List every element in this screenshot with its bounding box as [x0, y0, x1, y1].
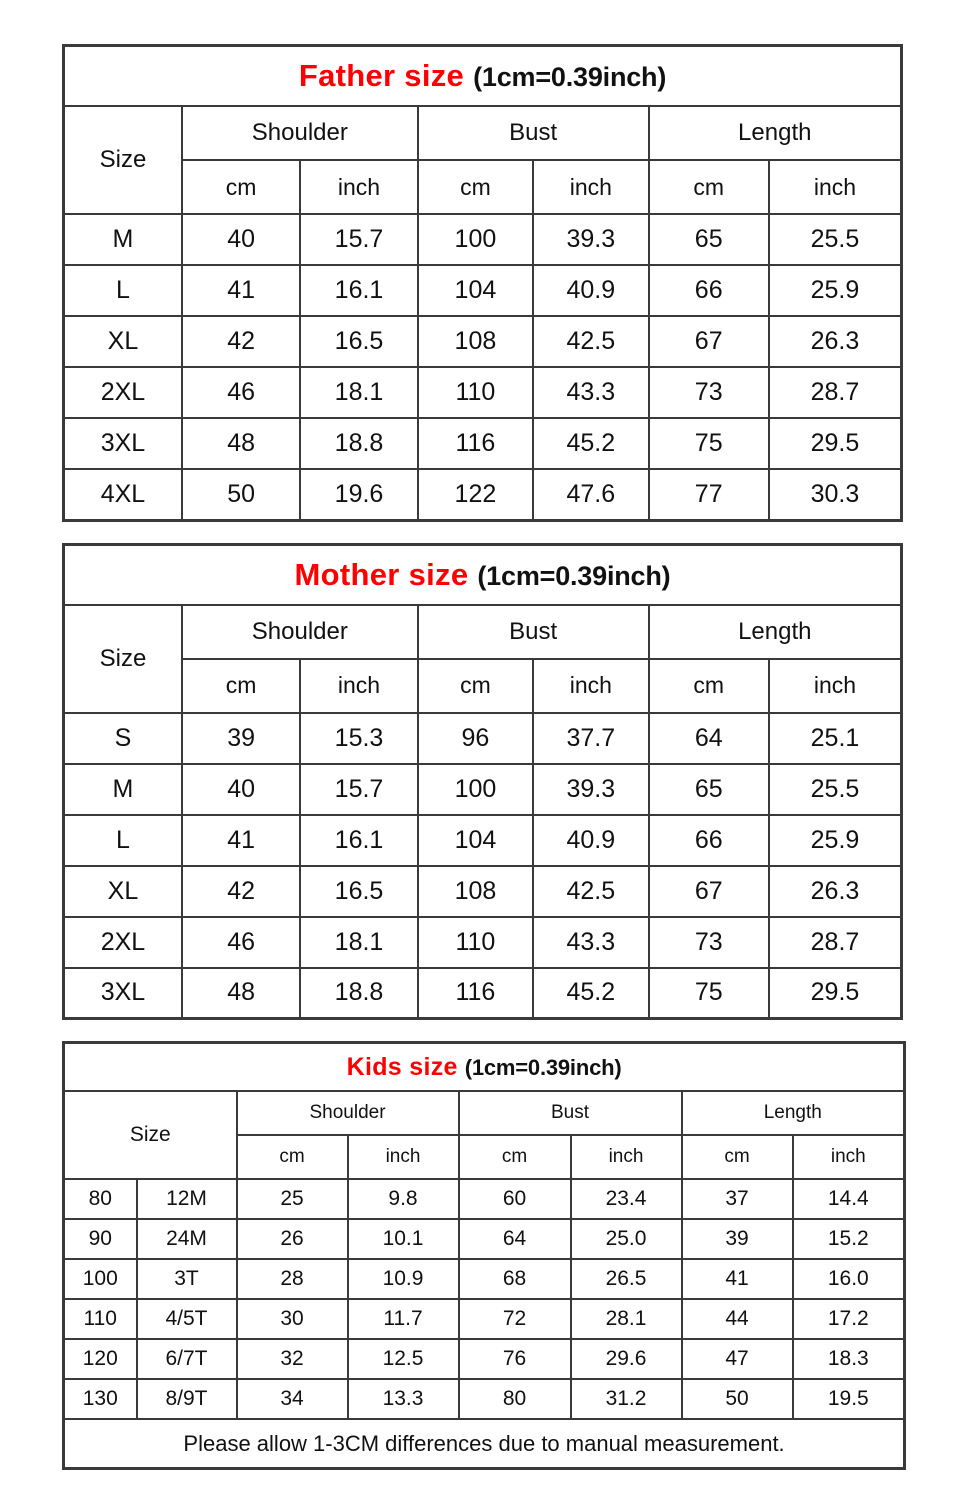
mother-unit-length-inch: inch: [769, 659, 902, 713]
cell-bust-cm: 104: [418, 815, 533, 866]
cell-bust-inch: 45.2: [533, 968, 648, 1019]
father-unit-shoulder-cm: cm: [182, 160, 300, 214]
cell-length-cm: 75: [649, 968, 769, 1019]
cell-shoulder-inch: 11.7: [348, 1299, 459, 1339]
table-row: [64, 214, 902, 265]
cell-shoulder-cm: 46: [182, 917, 300, 968]
kids-size-column-header: Size: [64, 1091, 237, 1179]
cell-shoulder-cm: 39: [182, 713, 300, 764]
cell-bust-inch: 40.9: [533, 815, 648, 866]
row-size-label: M: [64, 764, 182, 815]
cell-bust-inch: 39.3: [533, 764, 648, 815]
row-size-label: 2XL: [64, 917, 182, 968]
cell-shoulder-cm: 26: [237, 1219, 348, 1259]
cell-length-cm: 47: [682, 1339, 793, 1379]
cell-length-inch: 19.5: [793, 1379, 905, 1419]
cell-length-inch: 25.1: [769, 713, 902, 764]
cell-length-cm: 65: [649, 214, 769, 265]
table-row: [64, 1339, 905, 1379]
cell-length-inch: 26.3: [769, 316, 902, 367]
mother-unit-shoulder-inch: inch: [300, 659, 417, 713]
cell-shoulder-cm: 48: [182, 418, 300, 469]
father-title-main: Father size: [298, 58, 465, 93]
cell-shoulder-cm: 30: [237, 1299, 348, 1339]
father-group-shoulder: Shoulder: [182, 106, 418, 160]
cell-shoulder-cm: 48: [182, 968, 300, 1019]
cell-bust-inch: 23.4: [571, 1179, 682, 1219]
table-row: [64, 1299, 905, 1339]
mother-size-table: [62, 543, 903, 1021]
cell-length-cm: 67: [649, 866, 769, 917]
measurement-disclaimer: Please allow 1-3CM differences due to manual measurement.: [64, 1419, 905, 1469]
cell-bust-cm: 116: [418, 968, 533, 1019]
cell-length-cm: 67: [649, 316, 769, 367]
row-size-label: L: [64, 815, 182, 866]
cell-length-cm: 64: [649, 713, 769, 764]
kids-unit-length-cm: cm: [682, 1135, 793, 1179]
table-row: [64, 866, 902, 917]
cell-length-cm: 39: [682, 1219, 793, 1259]
cell-shoulder-inch: 18.1: [300, 917, 417, 968]
table-row: [64, 367, 902, 418]
father-unit-bust-cm: cm: [418, 160, 533, 214]
cell-length-inch: 25.5: [769, 764, 902, 815]
mother-group-shoulder: Shoulder: [182, 605, 418, 659]
cell-shoulder-inch: 13.3: [348, 1379, 459, 1419]
table-row: [64, 1179, 905, 1219]
table-row: [64, 764, 902, 815]
cell-shoulder-inch: 18.8: [300, 968, 417, 1019]
cell-shoulder-inch: 16.5: [300, 866, 417, 917]
cell-shoulder-inch: 16.5: [300, 316, 417, 367]
mother-table-title: [64, 544, 902, 605]
table-row: [64, 1379, 905, 1419]
table-spacer: [62, 522, 903, 543]
cell-shoulder-cm: 50: [182, 469, 300, 520]
cell-bust-inch: 26.5: [571, 1259, 682, 1299]
cell-length-inch: 26.3: [769, 866, 902, 917]
cell-bust-cm: 80: [459, 1379, 571, 1419]
cell-shoulder-cm: 25: [237, 1179, 348, 1219]
cell-length-cm: 75: [649, 418, 769, 469]
row-size-label: 4XL: [64, 469, 182, 520]
cell-length-inch: 15.2: [793, 1219, 905, 1259]
cell-bust-inch: 47.6: [533, 469, 648, 520]
cell-length-cm: 44: [682, 1299, 793, 1339]
cell-length-inch: 18.3: [793, 1339, 905, 1379]
mother-group-bust: Bust: [418, 605, 649, 659]
cell-length-cm: 50: [682, 1379, 793, 1419]
table-row: [64, 815, 902, 866]
row-size-label: XL: [64, 316, 182, 367]
kids-size-table: [62, 1041, 906, 1470]
cell-shoulder-inch: 15.7: [300, 214, 417, 265]
table-row: [64, 968, 902, 1019]
cell-bust-cm: 60: [459, 1179, 571, 1219]
table-row: [64, 469, 902, 520]
cell-shoulder-inch: 10.9: [348, 1259, 459, 1299]
father-group-length: Length: [649, 106, 902, 160]
kids-unit-length-inch: inch: [793, 1135, 905, 1179]
cell-bust-cm: 64: [459, 1219, 571, 1259]
cell-bust-cm: 72: [459, 1299, 571, 1339]
cell-bust-cm: 110: [418, 367, 533, 418]
cell-bust-inch: 25.0: [571, 1219, 682, 1259]
mother-unit-length-cm: cm: [649, 659, 769, 713]
cell-bust-cm: 100: [418, 214, 533, 265]
cell-length-cm: 37: [682, 1179, 793, 1219]
row-size-label: 3XL: [64, 968, 182, 1019]
row-size-label: 90: [64, 1219, 137, 1259]
cell-shoulder-inch: 9.8: [348, 1179, 459, 1219]
cell-length-inch: 16.0: [793, 1259, 905, 1299]
cell-bust-cm: 100: [418, 764, 533, 815]
cell-bust-inch: 45.2: [533, 418, 648, 469]
kids-unit-shoulder-cm: cm: [237, 1135, 348, 1179]
cell-shoulder-inch: 15.3: [300, 713, 417, 764]
father-size-column-header: Size: [64, 106, 182, 214]
row-size-label: S: [64, 713, 182, 764]
cell-bust-cm: 122: [418, 469, 533, 520]
father-unit-bust-inch: inch: [533, 160, 648, 214]
cell-bust-inch: 40.9: [533, 265, 648, 316]
cell-length-inch: 25.9: [769, 815, 902, 866]
table-row: [64, 713, 902, 764]
cell-length-inch: 29.5: [769, 418, 902, 469]
cell-bust-inch: 43.3: [533, 917, 648, 968]
cell-shoulder-cm: 41: [182, 265, 300, 316]
mother-group-length: Length: [649, 605, 902, 659]
row-size-label: 110: [64, 1299, 137, 1339]
cell-length-inch: 28.7: [769, 367, 902, 418]
cell-length-inch: 17.2: [793, 1299, 905, 1339]
cell-shoulder-inch: 12.5: [348, 1339, 459, 1379]
cell-length-cm: 66: [649, 815, 769, 866]
mother-title-main: Mother size: [294, 556, 469, 592]
cell-length-cm: 66: [649, 265, 769, 316]
table-row: [64, 1219, 905, 1259]
cell-bust-cm: 110: [418, 917, 533, 968]
father-size-table: [62, 44, 903, 522]
cell-shoulder-cm: 40: [182, 214, 300, 265]
father-title-note: (1cm=0.39inch): [473, 62, 667, 92]
cell-shoulder-cm: 42: [182, 316, 300, 367]
cell-length-inch: 30.3: [769, 469, 902, 520]
kids-title-note: (1cm=0.39inch): [464, 1054, 622, 1080]
cell-shoulder-cm: 34: [237, 1379, 348, 1419]
cell-shoulder-inch: 16.1: [300, 265, 417, 316]
cell-length-cm: 77: [649, 469, 769, 520]
cell-length-inch: 28.7: [769, 917, 902, 968]
cell-bust-cm: 104: [418, 265, 533, 316]
cell-length-cm: 41: [682, 1259, 793, 1299]
row-size-label: 120: [64, 1339, 137, 1379]
father-group-bust: Bust: [418, 106, 649, 160]
cell-length-inch: 25.5: [769, 214, 902, 265]
kids-group-bust: Bust: [459, 1091, 682, 1135]
father-unit-length-cm: cm: [649, 160, 769, 214]
row-age-label: 8/9T: [137, 1379, 237, 1419]
cell-bust-cm: 108: [418, 866, 533, 917]
kids-group-length: Length: [682, 1091, 905, 1135]
row-size-label: 130: [64, 1379, 137, 1419]
cell-bust-cm: 68: [459, 1259, 571, 1299]
cell-bust-cm: 76: [459, 1339, 571, 1379]
mother-size-column-header: Size: [64, 605, 182, 713]
table-row: [64, 418, 902, 469]
cell-shoulder-inch: 16.1: [300, 815, 417, 866]
table-spacer: [62, 1020, 903, 1041]
kids-title-main: Kids size: [346, 1052, 458, 1081]
cell-bust-inch: 29.6: [571, 1339, 682, 1379]
row-size-label: 2XL: [64, 367, 182, 418]
row-age-label: 4/5T: [137, 1299, 237, 1339]
mother-unit-bust-inch: inch: [533, 659, 648, 713]
kids-group-shoulder: Shoulder: [237, 1091, 459, 1135]
cell-bust-inch: 42.5: [533, 866, 648, 917]
cell-shoulder-inch: 18.1: [300, 367, 417, 418]
row-size-label: 100: [64, 1259, 137, 1299]
row-age-label: 24M: [137, 1219, 237, 1259]
cell-bust-inch: 42.5: [533, 316, 648, 367]
father-unit-shoulder-inch: inch: [300, 160, 417, 214]
row-size-label: M: [64, 214, 182, 265]
row-size-label: XL: [64, 866, 182, 917]
cell-length-inch: 25.9: [769, 265, 902, 316]
cell-shoulder-inch: 15.7: [300, 764, 417, 815]
table-row: [64, 265, 902, 316]
cell-shoulder-cm: 32: [237, 1339, 348, 1379]
kids-table-title: [64, 1043, 905, 1092]
cell-bust-cm: 96: [418, 713, 533, 764]
cell-shoulder-inch: 19.6: [300, 469, 417, 520]
cell-bust-inch: 43.3: [533, 367, 648, 418]
cell-bust-cm: 116: [418, 418, 533, 469]
cell-length-cm: 73: [649, 917, 769, 968]
cell-shoulder-cm: 46: [182, 367, 300, 418]
cell-length-inch: 29.5: [769, 968, 902, 1019]
cell-length-inch: 14.4: [793, 1179, 905, 1219]
cell-shoulder-cm: 42: [182, 866, 300, 917]
mother-unit-shoulder-cm: cm: [182, 659, 300, 713]
cell-length-cm: 73: [649, 367, 769, 418]
table-row: [64, 1259, 905, 1299]
father-unit-length-inch: inch: [769, 160, 902, 214]
row-age-label: 6/7T: [137, 1339, 237, 1379]
kids-unit-shoulder-inch: inch: [348, 1135, 459, 1179]
mother-title-note: (1cm=0.39inch): [477, 560, 671, 591]
row-age-label: 3T: [137, 1259, 237, 1299]
table-row: [64, 917, 902, 968]
kids-unit-bust-cm: cm: [459, 1135, 571, 1179]
row-age-label: 12M: [137, 1179, 237, 1219]
cell-bust-inch: 39.3: [533, 214, 648, 265]
row-size-label: L: [64, 265, 182, 316]
cell-bust-cm: 108: [418, 316, 533, 367]
cell-bust-inch: 37.7: [533, 713, 648, 764]
cell-shoulder-inch: 10.1: [348, 1219, 459, 1259]
cell-shoulder-cm: 28: [237, 1259, 348, 1299]
mother-unit-bust-cm: cm: [418, 659, 533, 713]
cell-shoulder-inch: 18.8: [300, 418, 417, 469]
father-table-title: [64, 46, 902, 107]
cell-shoulder-cm: 40: [182, 764, 300, 815]
cell-bust-inch: 28.1: [571, 1299, 682, 1339]
kids-unit-bust-inch: inch: [571, 1135, 682, 1179]
cell-bust-inch: 31.2: [571, 1379, 682, 1419]
row-size-label: 3XL: [64, 418, 182, 469]
cell-length-cm: 65: [649, 764, 769, 815]
cell-shoulder-cm: 41: [182, 815, 300, 866]
row-size-label: 80: [64, 1179, 137, 1219]
table-row: [64, 316, 902, 367]
